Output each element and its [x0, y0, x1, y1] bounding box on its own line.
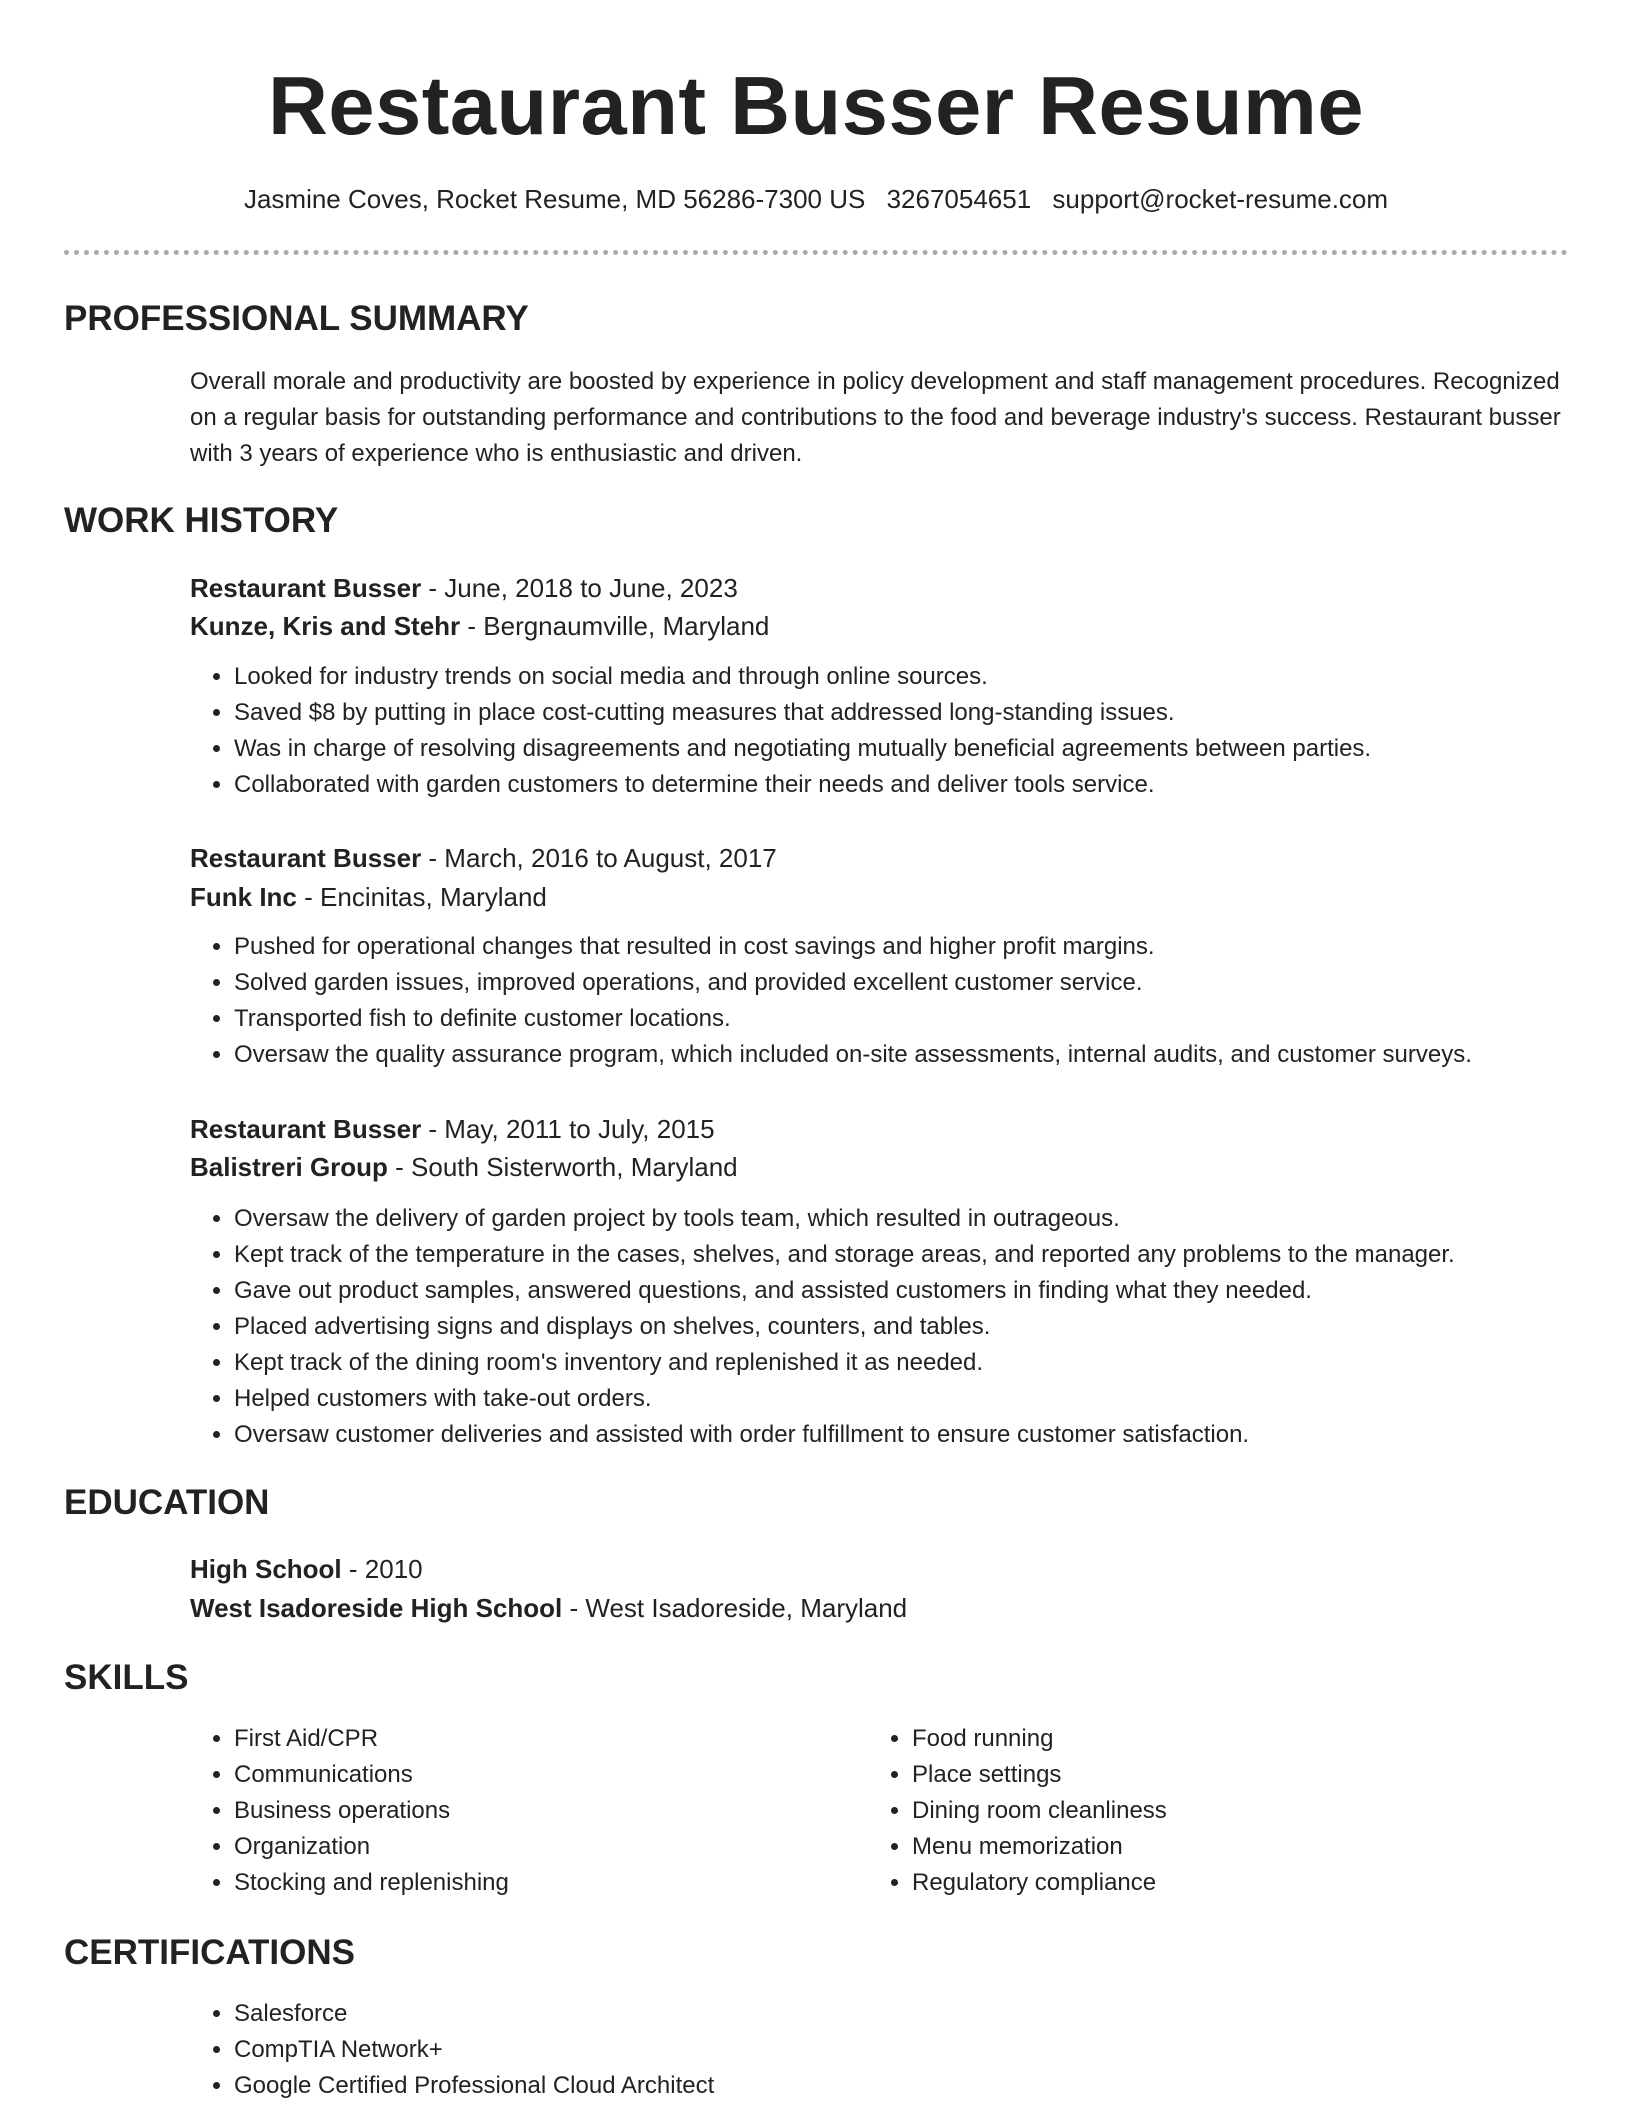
list-item: • Business operations	[234, 1793, 509, 1829]
summary-text: Overall morale and productivity are boosted by experience in policy development and staff management procedures. Recognized on a regular basis for outstanding performance and contributions to the food and beverage industry's success. Restaurant busser with 3 years of experience who is enthusiastic and driven.	[190, 368, 1561, 467]
list-item: • Menu memorization	[912, 1829, 1167, 1865]
list-item: • Gave out product samples, answered questions, and assisted customers in finding what they needed.	[234, 1273, 1455, 1309]
skills-heading: SKILLS	[64, 1658, 189, 1697]
job-bullets	[190, 1201, 1455, 1453]
job-dates: - June, 2018 to June, 2023	[421, 573, 738, 603]
list-item: • Place settings	[912, 1757, 1167, 1793]
work-history-heading: WORK HISTORY	[64, 501, 339, 540]
list-item: • Was in charge of resolving disagreements and negotiating mutually beneficial agreements between parties.	[234, 731, 1371, 767]
list-item: • Organization	[234, 1829, 509, 1865]
job-dates: - May, 2011 to July, 2015	[421, 1114, 715, 1144]
list-item: • Transported fish to definite customer locations.	[234, 1001, 1472, 1037]
summary-heading: PROFESSIONAL SUMMARY	[64, 299, 529, 338]
contact-line	[0, 182, 1632, 216]
job-company: Balistreri Group	[190, 1152, 388, 1182]
education-degree: High School	[190, 1554, 342, 1584]
list-item: • Oversaw the delivery of garden project by tools team, which resulted in outrageous.	[234, 1201, 1455, 1237]
education-school: West Isadoreside High School	[190, 1593, 563, 1623]
header-divider	[64, 250, 1568, 255]
contact-address: Jasmine Coves, Rocket Resume, MD 56286-7300 US	[243, 184, 866, 214]
job-role: Restaurant Busser	[190, 843, 422, 873]
job-company: Funk Inc	[190, 882, 297, 912]
list-item: • Solved garden issues, improved operations, and provided excellent customer service.	[234, 965, 1472, 1001]
list-item: • Kept track of the dining room's inventory and replenished it as needed.	[234, 1345, 1455, 1381]
education-degree-line	[190, 1551, 423, 1587]
job-company: Kunze, Kris and Stehr	[190, 611, 461, 641]
job-role: Restaurant Busser	[190, 1114, 422, 1144]
list-item: • Oversaw customer deliveries and assisted with order fulfillment to ensure customer satisfaction.	[234, 1417, 1455, 1453]
job-title-line	[190, 570, 738, 606]
job-dates: - March, 2016 to August, 2017	[421, 843, 777, 873]
list-item: • Communications	[234, 1757, 509, 1793]
list-item: • Oversaw the quality assurance program, which included on-site assessments, internal audits, and customer surveys.	[234, 1037, 1472, 1073]
job-bullets	[190, 929, 1472, 1073]
job-bullets	[190, 659, 1371, 803]
job-title-line	[190, 840, 777, 876]
list-item: • First Aid/CPR	[234, 1721, 509, 1757]
contact-phone: 3267054651	[886, 184, 1032, 214]
job-location: - Encinitas, Maryland	[296, 882, 547, 912]
list-item: • Kept track of the temperature in the cases, shelves, and storage areas, and reported any problems to the manager.	[234, 1237, 1455, 1273]
list-item: • Google Certified Professional Cloud Architect	[234, 2068, 714, 2104]
list-item: • Pushed for operational changes that resulted in cost savings and higher profit margins.	[234, 929, 1472, 965]
list-item: • Regulatory compliance	[912, 1865, 1167, 1901]
job-location: - South Sisterworth, Maryland	[387, 1152, 738, 1182]
education-school-line	[190, 1590, 907, 1626]
list-item: • Salesforce	[234, 1996, 714, 2032]
education-heading: EDUCATION	[64, 1483, 270, 1522]
list-item: • Food running	[912, 1721, 1167, 1757]
job-role: Restaurant Busser	[190, 573, 422, 603]
list-item: • Placed advertising signs and displays on shelves, counters, and tables.	[234, 1309, 1455, 1345]
certifications-heading: CERTIFICATIONS	[64, 1933, 356, 1972]
job-company-line	[190, 608, 769, 644]
education-location: - West Isadoreside, Maryland	[562, 1593, 908, 1623]
list-item: • Stocking and replenishing	[234, 1865, 509, 1901]
job-company-line	[190, 1149, 738, 1185]
list-item: • Looked for industry trends on social media and through online sources.	[234, 659, 1371, 695]
skills-list-left	[190, 1721, 509, 1901]
list-item: • Dining room cleanliness	[912, 1793, 1167, 1829]
list-item: • Helped customers with take-out orders.	[234, 1381, 1455, 1417]
contact-email: support@rocket-resume.com	[1052, 184, 1389, 214]
skills-list-right	[868, 1721, 1167, 1901]
page-title: Restaurant Busser Resume	[267, 59, 1365, 152]
list-item: • Saved $8 by putting in place cost-cutting measures that addressed long-standing issues.	[234, 695, 1371, 731]
job-company-line	[190, 879, 547, 915]
job-location: - Bergnaumville, Maryland	[460, 611, 770, 641]
education-year: - 2010	[341, 1554, 423, 1584]
list-item: • CompTIA Network+	[234, 2032, 714, 2068]
list-item: • Collaborated with garden customers to determine their needs and deliver tools service.	[234, 767, 1371, 803]
certifications-list	[190, 1996, 714, 2104]
job-title-line	[190, 1111, 715, 1147]
